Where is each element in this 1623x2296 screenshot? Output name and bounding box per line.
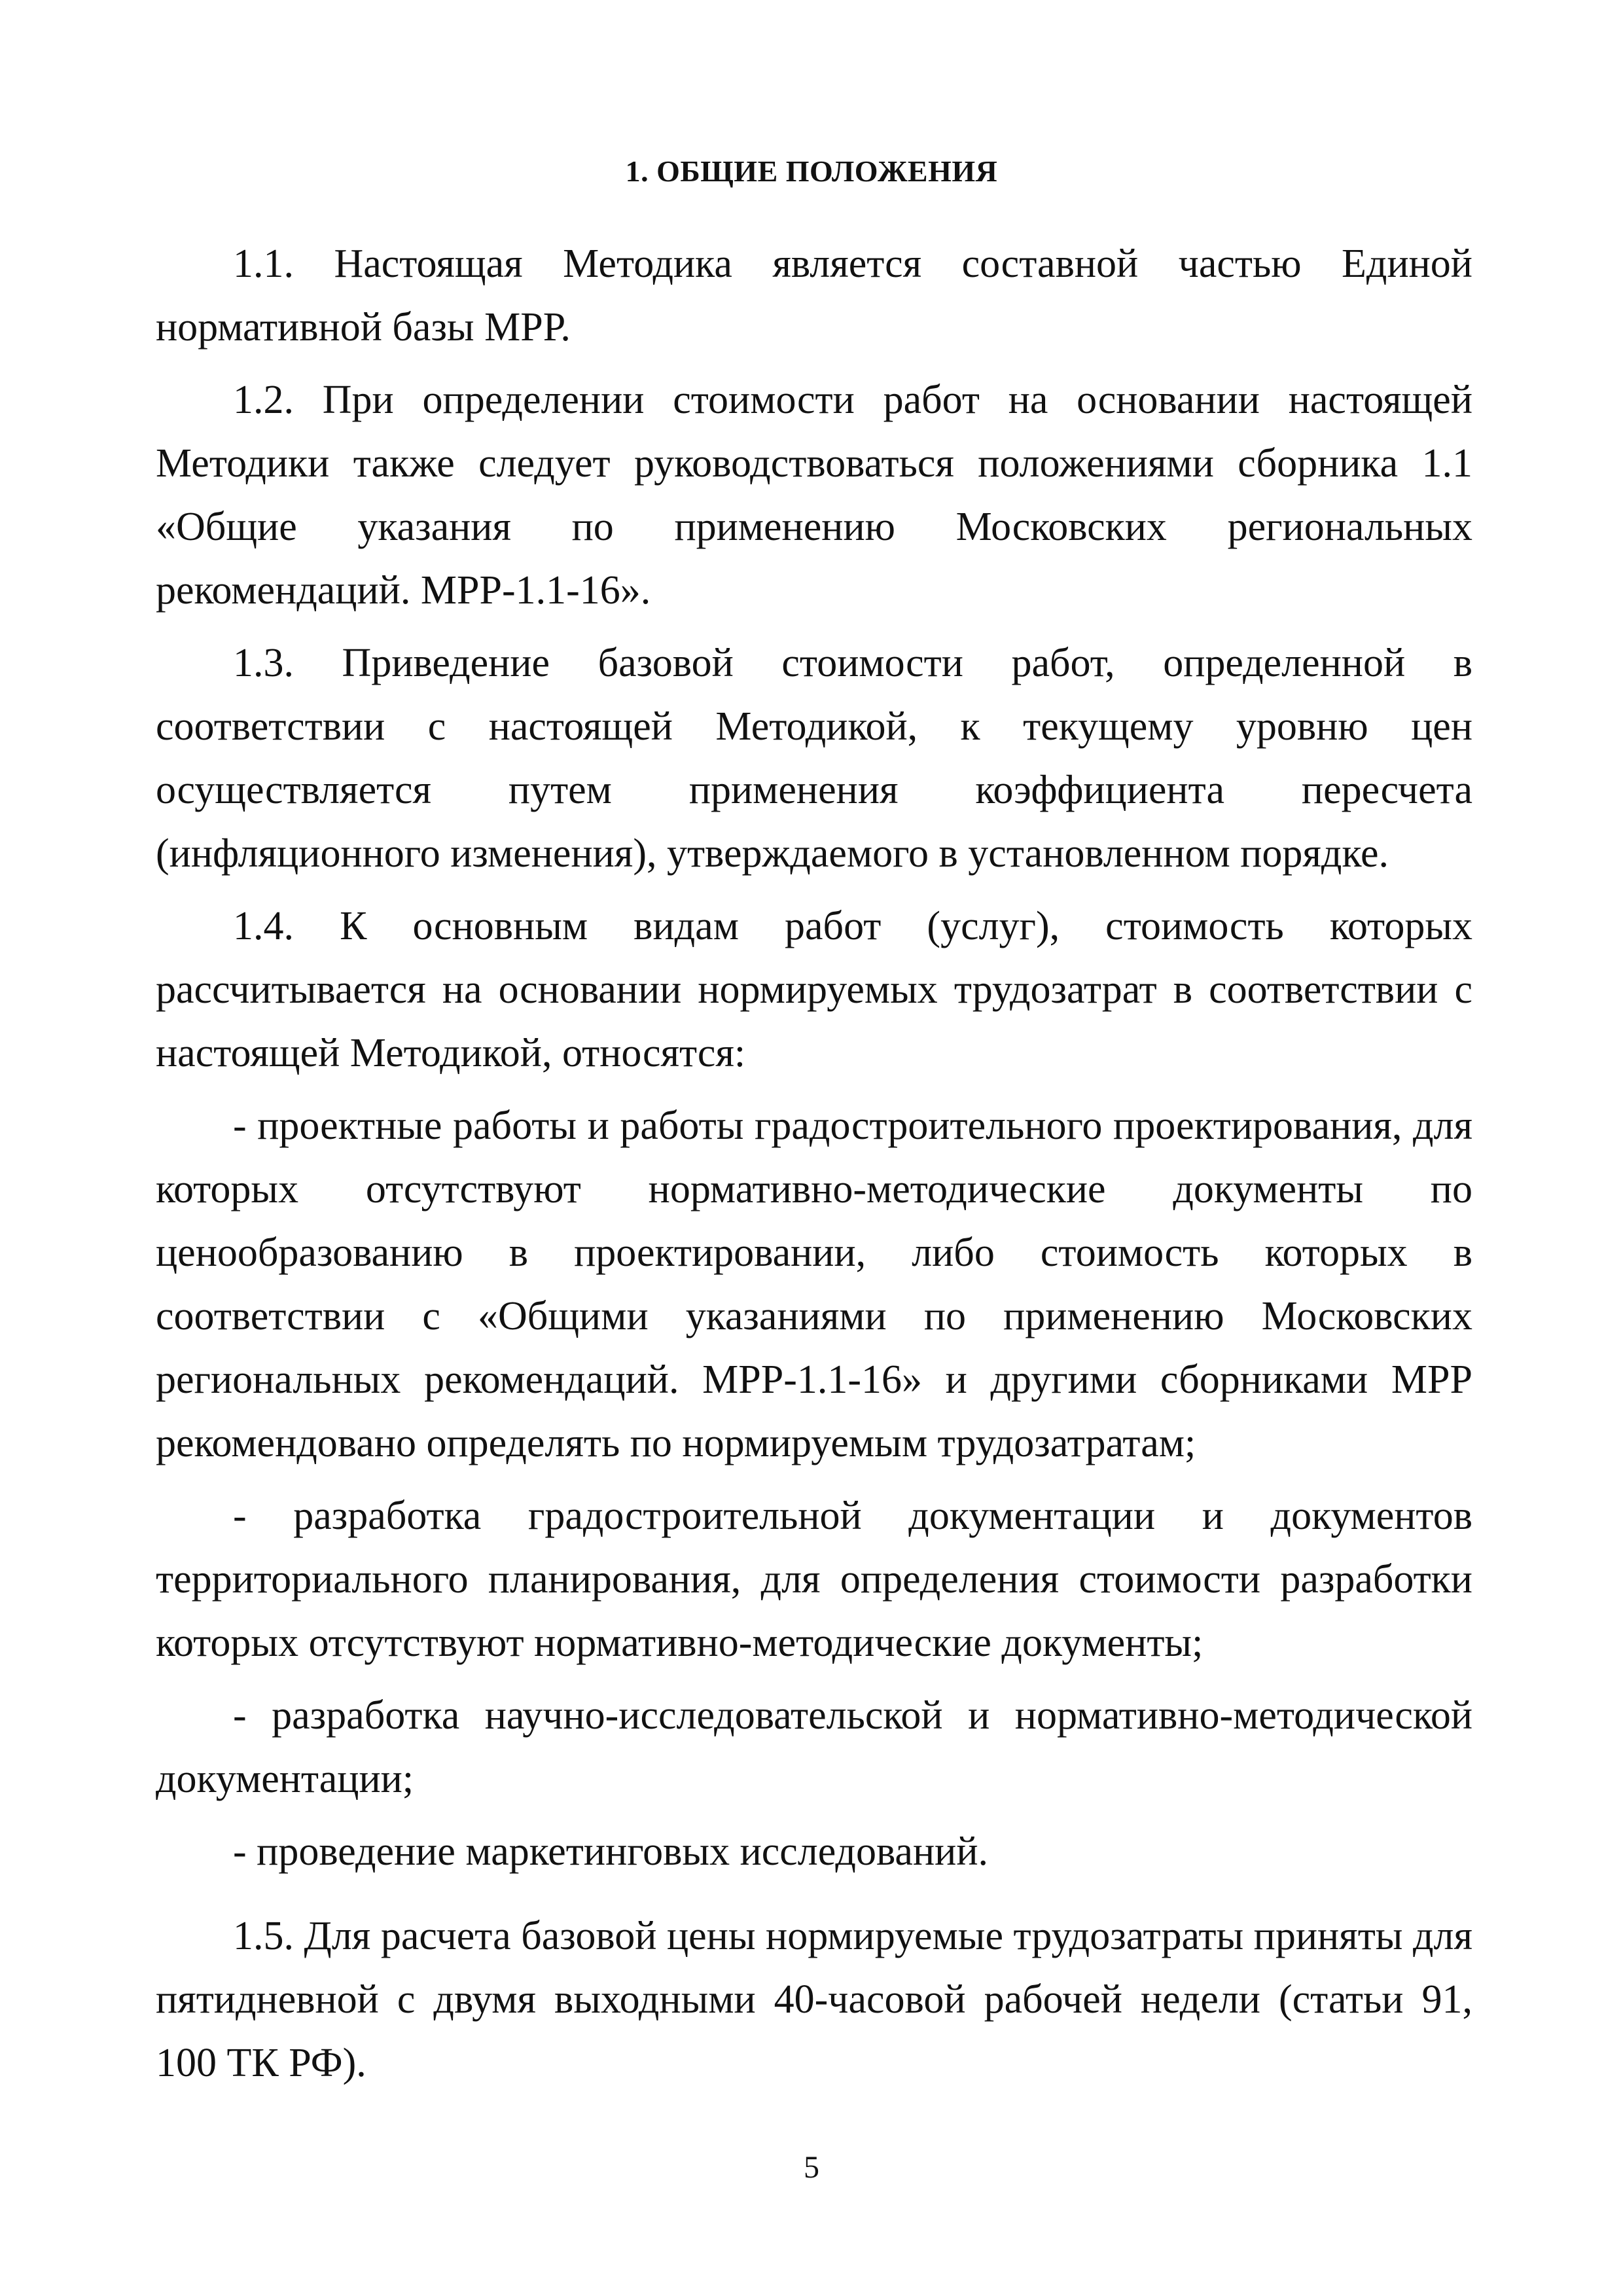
list-item-urban-planning-docs: - разработка градостроительной документации и документов территориального планирования, для определения стоимости разработки которых отсутствуют нормативно-методические документы; xyxy=(156,1494,1472,1665)
list-item-marketing-research: - проведение маркетинговых исследований. xyxy=(233,1829,988,1874)
section-heading: 1. ОБЩИЕ ПОЛОЖЕНИЯ xyxy=(625,154,998,188)
list-item-research-docs: - разработка научно-исследовательской и нормативно-методической документации; xyxy=(156,1693,1472,1801)
paragraph-1-5: 1.5. Для расчета базовой цены нормируемые трудозатраты приняты для пятидневной с двумя выходными 40-часовой рабочей недели (статьи 91, 100 ТК РФ). xyxy=(156,1914,1472,2085)
paragraph-1-1: 1.1. Настоящая Методика является составной частью Единой нормативной базы МРР. xyxy=(156,242,1472,350)
page-number: 5 xyxy=(804,2150,819,2185)
body-text xyxy=(156,232,1472,2104)
paragraph-1-2: 1.2. При определении стоимости работ на основании настоящей Методики также следует руководствоваться положениями сборника 1.1 «Общие указания по применению Московских региональных рекомендаций. МРР-1.1-16». xyxy=(156,378,1472,613)
paragraph-1-4: 1.4. К основным видам работ (услуг), стоимость которых рассчитывается на основании нормируемых трудозатрат в соответствии с настоящей Методикой, относятся: xyxy=(156,904,1472,1075)
paragraph-1-3: 1.3. Приведение базовой стоимости работ, определенной в соответствии с настоящей Методикой, к текущему уровню цен осуществляется путем применения коэффициента пересчета (инфляционного изменения), утверждаемого в установленном порядке. xyxy=(156,641,1472,876)
list-item-design-works: - проектные работы и работы градостроительного проектирования, для которых отсутствуют нормативно-методические документы по ценообразованию в проектировании, либо стоимость которых в соответствии с «Общими указаниями по применению Московских региональных рекомендаций. МРР-1.1-16» и другими сборниками МРР рекомендовано определять по нормируемым трудозатратам; xyxy=(156,1103,1472,1465)
